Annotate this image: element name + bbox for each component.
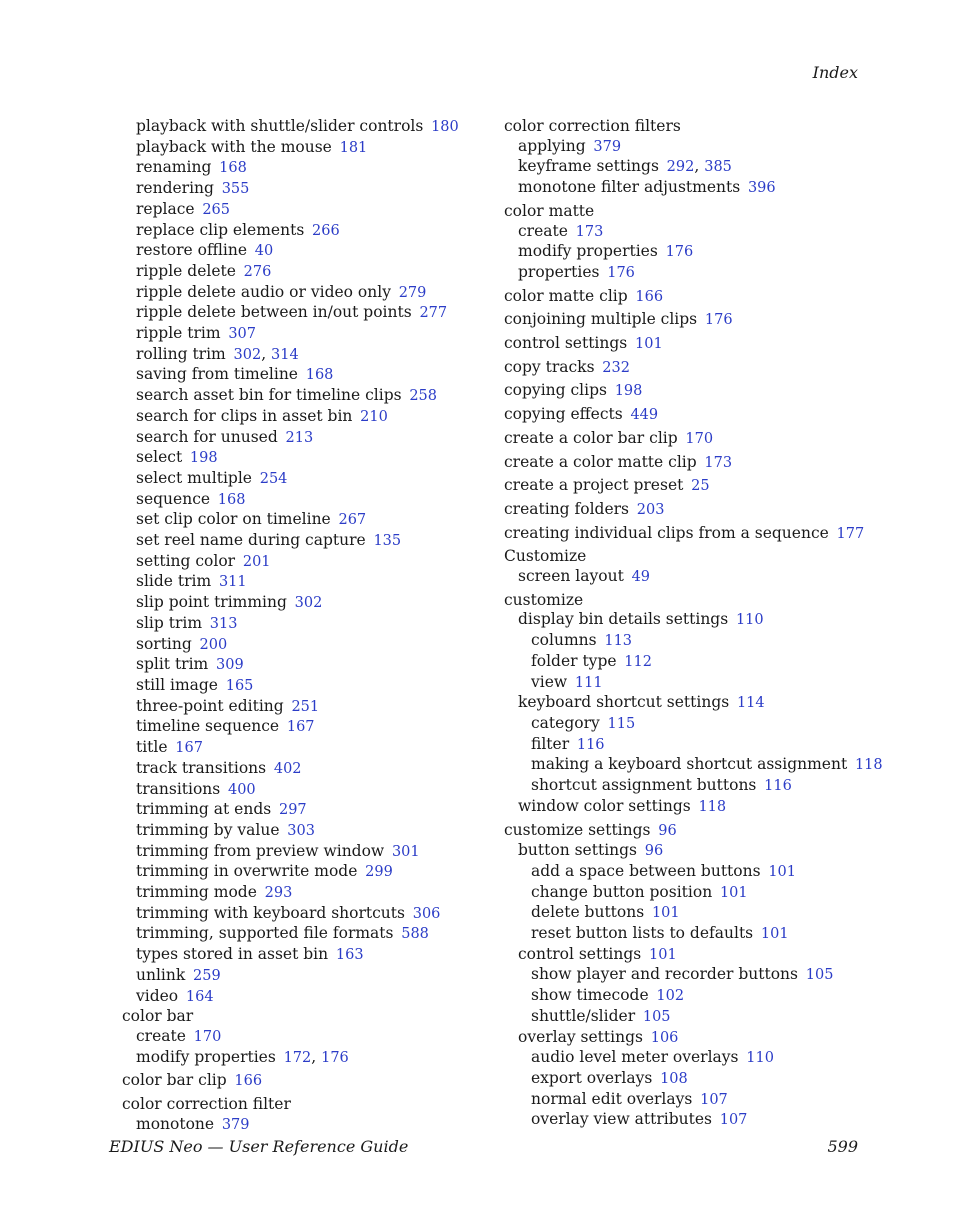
page-ref-link[interactable]: 168 [305, 367, 334, 384]
page-ref-link[interactable]: 101 [760, 926, 789, 943]
index-term: monotone [136, 1114, 215, 1133]
index-entry [122, 759, 482, 780]
index-entry [122, 386, 482, 407]
index-entry [504, 567, 874, 588]
index-term: Customize [504, 547, 587, 566]
index-term: trimming at ends [136, 800, 272, 819]
page-ref-link[interactable]: 355 [221, 181, 250, 198]
index-entry [122, 655, 482, 676]
page-ref-link[interactable]: 400 [227, 781, 256, 798]
page-ref-link[interactable]: 176 [607, 264, 635, 281]
index-entry [122, 262, 482, 283]
index-term: keyboard shortcut settings [518, 693, 730, 712]
index-entry [122, 428, 482, 449]
page-ref-link[interactable]: 166 [234, 1073, 263, 1090]
index-entry [122, 365, 482, 386]
index-entry [504, 841, 874, 862]
index-term: replace [136, 199, 195, 218]
index-term: reset button lists to defaults [531, 924, 754, 943]
index-term: ripple delete audio or video only [136, 282, 391, 301]
index-term: three-point editing [136, 696, 284, 715]
page-ref-link[interactable]: 25 [691, 478, 710, 495]
index-entry [122, 966, 482, 987]
index-entry [504, 358, 874, 379]
page-ref-link[interactable]: 293 [264, 885, 293, 902]
page-ref-link[interactable]: 105 [805, 967, 834, 984]
index-term: display bin details settings [518, 610, 729, 629]
index-term: rendering [136, 179, 214, 198]
index-term: transitions [136, 779, 221, 798]
index-term: ripple delete [136, 261, 236, 280]
page-ref-link[interactable]: 588 [401, 926, 429, 943]
index-term: copying clips [504, 381, 607, 400]
page-ref-link[interactable]: 108 [660, 1070, 688, 1087]
index-entry [504, 524, 874, 545]
index-entry [504, 1090, 874, 1111]
index-term: saving from timeline [136, 365, 298, 384]
index-column-right [504, 117, 883, 1131]
index-entry [122, 1095, 482, 1115]
index-term: overlay settings [518, 1027, 643, 1046]
index-entry [504, 610, 874, 631]
index-column-left [122, 117, 482, 1135]
page-ref-link[interactable]: 302 [294, 595, 323, 612]
index-term: creating folders [504, 499, 630, 518]
index-entry [504, 547, 874, 567]
page-ref-link[interactable]: 166 [635, 288, 664, 305]
index-term: delete buttons [531, 903, 645, 922]
index-entry [504, 1110, 874, 1131]
index-term: set reel name during capture [136, 531, 366, 550]
index-term: slide trim [136, 572, 212, 591]
index-entry [122, 883, 482, 904]
index-entry [122, 593, 482, 614]
index-entry [122, 924, 482, 945]
index-entry [122, 842, 482, 863]
page-ref-link[interactable]: 110 [735, 612, 764, 629]
index-term: color correction filters [504, 117, 681, 135]
index-term: button settings [518, 841, 638, 860]
index-entry [504, 263, 874, 284]
index-term: modify properties [136, 1047, 276, 1066]
index-entry [504, 693, 874, 714]
page-ref-link[interactable]: 164 [185, 988, 214, 1005]
index-term: replace clip elements [136, 220, 305, 239]
page-ref-link[interactable]: 118 [854, 757, 883, 774]
index-entry [504, 821, 874, 842]
index-term: trimming with keyboard shortcuts [136, 903, 405, 922]
page-ref-link[interactable]: 177 [836, 525, 865, 542]
index-entry [122, 407, 482, 428]
index-entry [122, 510, 482, 531]
index-entry [122, 780, 482, 801]
page-ref-link[interactable]: 167 [286, 719, 315, 736]
page-ref-link[interactable]: 107 [700, 1091, 728, 1108]
index-entry [504, 1028, 874, 1049]
index-entry [504, 476, 874, 497]
index-term: trimming from preview window [136, 841, 385, 860]
page-ref-link[interactable]: 402 [273, 760, 302, 777]
index-entry [122, 303, 482, 324]
page-ref-link[interactable]: 385 [704, 159, 732, 176]
page-ref-link[interactable]: 101 [635, 336, 663, 353]
page-ref-link[interactable]: 180 [431, 119, 459, 135]
index-term: trimming in overwrite mode [136, 862, 358, 881]
index-entry [122, 614, 482, 635]
page-ref-link[interactable]: 313 [209, 615, 238, 632]
index-entry [504, 453, 874, 474]
index-entry [122, 324, 482, 345]
index-entry [122, 552, 482, 573]
page-ref-link[interactable]: 198 [189, 450, 218, 467]
page-ref-link[interactable]: 198 [614, 383, 643, 400]
page-ref-link[interactable]: 102 [656, 988, 685, 1005]
index-entry [122, 1007, 482, 1027]
index-term: audio level meter overlays [531, 1048, 739, 1067]
index-entry [504, 310, 874, 331]
index-term: show timecode [531, 986, 649, 1005]
index-term: window color settings [518, 796, 691, 815]
index-term: slip trim [136, 613, 203, 632]
index-entry [122, 200, 482, 221]
page-ref-link[interactable]: 213 [285, 429, 314, 446]
index-entry [122, 448, 482, 469]
page-ref-link[interactable]: 167 [175, 740, 203, 757]
index-term: keyframe settings [518, 157, 659, 176]
page-ref-link[interactable]: 168 [217, 491, 246, 508]
index-entry [122, 697, 482, 718]
index-term: customize settings [504, 820, 651, 839]
index-entry [504, 405, 874, 426]
page-ref-link[interactable]: 210 [360, 408, 388, 425]
page-ref-link[interactable]: 254 [259, 470, 288, 487]
index-term: create a project preset [504, 476, 684, 495]
page-ref-link[interactable]: 265 [202, 201, 230, 218]
page-ref-link[interactable]: 314 [271, 346, 299, 363]
index-term: view [531, 672, 568, 691]
index-entry [122, 904, 482, 925]
index-term: copy tracks [504, 357, 595, 376]
index-term: overlay view attributes [531, 1110, 712, 1129]
index-term: split trim [136, 655, 209, 674]
page-ref-link[interactable]: 379 [221, 1116, 250, 1133]
page-ref-link[interactable]: 277 [419, 305, 448, 322]
page-ref-link[interactable]: 112 [624, 653, 652, 670]
index-entry [122, 531, 482, 552]
index-term: playback with shuttle/slider controls [136, 117, 424, 135]
index-entry [504, 242, 874, 263]
page-ref-link[interactable]: 111 [574, 674, 603, 691]
index-entry [504, 381, 874, 402]
index-entry [122, 738, 482, 759]
running-header: Index [812, 63, 858, 82]
page-ref-link[interactable]: 309 [216, 657, 244, 674]
index-term: rolling trim [136, 344, 226, 363]
index-term: shuttle/slider [531, 1006, 636, 1025]
index-term: trimming, supported file formats [136, 924, 394, 943]
index-entry [122, 117, 482, 138]
index-entry [504, 591, 874, 611]
index-term: types stored in asset bin [136, 945, 329, 964]
page-ref-link[interactable]: 101 [719, 884, 748, 901]
index-term: creating individual clips from a sequence [504, 523, 829, 542]
index-term: customize [504, 590, 584, 609]
index-entry [504, 862, 874, 883]
page-ref-link[interactable]: 105 [642, 1008, 671, 1025]
index-term: sequence [136, 489, 211, 508]
index-entry [122, 635, 482, 656]
page-ref-link[interactable]: 299 [365, 864, 393, 881]
index-term: ripple delete between in/out points [136, 303, 412, 322]
index-entry [504, 222, 874, 243]
index-term: normal edit overlays [531, 1089, 693, 1108]
page-ref-link[interactable]: 267 [338, 512, 367, 529]
page-ref-link[interactable]: 118 [698, 798, 727, 815]
page-ref-link[interactable]: 107 [719, 1112, 748, 1129]
index-entry [504, 903, 874, 924]
index-term: add a space between buttons [531, 861, 761, 880]
index-term: properties [518, 262, 600, 281]
index-entry [122, 1027, 482, 1048]
index-entry: rolling trim 302, 314 [136, 344, 299, 363]
page-ref-link[interactable]: 379 [593, 138, 622, 155]
index-entry [504, 965, 874, 986]
index-entry [504, 755, 883, 776]
page-ref-link[interactable]: 96 [658, 822, 677, 839]
page-ref-link[interactable]: 201 [242, 553, 271, 570]
index-term: create [518, 221, 568, 240]
index-term: color matte [504, 201, 595, 220]
page-ref-link[interactable]: 200 [199, 636, 228, 653]
index-term: making a keyboard shortcut assignment [531, 755, 848, 774]
page-ref-link[interactable]: 297 [278, 802, 307, 819]
page-ref-link[interactable]: 176 [665, 244, 694, 261]
index-term: control settings [504, 334, 628, 353]
index-entry [122, 138, 482, 159]
index-term: color bar clip [122, 1071, 227, 1090]
page-ref-link[interactable]: 101 [649, 946, 677, 963]
index-term: shortcut assignment buttons [531, 776, 757, 795]
index-entry [504, 287, 874, 308]
index-entry [122, 241, 482, 262]
index-entry [122, 717, 482, 738]
index-entry [504, 776, 874, 797]
index-term: create a color bar clip [504, 428, 678, 447]
index-entry [504, 202, 874, 222]
index-entry [504, 714, 874, 735]
index-term: conjoining multiple clips [504, 310, 698, 329]
index-term: create [136, 1026, 186, 1045]
page-ref-link[interactable]: 173 [704, 454, 733, 471]
index-entry [504, 429, 874, 450]
page-ref-link[interactable]: 116 [764, 778, 792, 795]
index-term: set clip color on timeline [136, 510, 331, 529]
index-entry: modify properties 172, 176 [136, 1047, 349, 1066]
page-ref-link[interactable]: 106 [650, 1029, 679, 1046]
footer-title: EDIUS Neo — User Reference Guide [109, 1137, 409, 1156]
page-ref-link[interactable]: 303 [287, 822, 315, 839]
index-entry [504, 178, 874, 199]
index-entry [504, 631, 874, 652]
index-term: unlink [136, 965, 186, 984]
index-entry: keyframe settings 292, 385 [518, 157, 732, 176]
page-ref-link[interactable]: 110 [746, 1050, 774, 1067]
page-ref-link[interactable]: 258 [409, 388, 438, 405]
page-ref-link[interactable]: 279 [398, 284, 427, 301]
index-term: restore offline [136, 241, 248, 260]
index-term: select multiple [136, 468, 252, 487]
index-term: slip point trimming [136, 593, 287, 612]
index-entry [504, 945, 874, 966]
page-ref-link[interactable]: 168 [219, 160, 247, 177]
index-term: trimming mode [136, 883, 257, 902]
index-term: export overlays [531, 1068, 653, 1087]
page-number: 599 [827, 1137, 858, 1156]
index-entry [504, 1069, 874, 1090]
page-ref-link[interactable]: 49 [631, 569, 651, 586]
page-ref-link[interactable]: 302 [233, 346, 262, 363]
index-term: create a color matte clip [504, 452, 697, 471]
page-ref-link[interactable]: 181 [339, 139, 368, 156]
index-entry [504, 883, 874, 904]
index-term: screen layout [518, 567, 624, 586]
index-entry [504, 986, 874, 1007]
index-entry [504, 673, 874, 694]
index-term: sorting [136, 634, 192, 653]
page-ref-link[interactable]: 135 [373, 533, 402, 550]
index-term: playback with the mouse [136, 137, 332, 156]
page-ref-link[interactable]: 172 [283, 1049, 312, 1066]
index-entry [504, 117, 874, 137]
index-entry [122, 469, 482, 490]
index-term: modify properties [518, 242, 658, 261]
page-ref-link[interactable]: 307 [228, 326, 256, 343]
index-term: columns [531, 631, 597, 650]
page-ref-link[interactable]: 163 [335, 947, 364, 964]
index-entry [122, 945, 482, 966]
index-entry [122, 862, 482, 883]
page-ref-link[interactable]: 170 [193, 1028, 222, 1045]
index-term: track transitions [136, 758, 267, 777]
page-ref-link[interactable]: 113 [604, 633, 633, 650]
page-ref-link[interactable]: 176 [321, 1049, 349, 1066]
page-ref-link[interactable]: 251 [291, 698, 320, 715]
page-ref-link[interactable]: 40 [254, 243, 274, 260]
page-ref-link[interactable]: 276 [243, 263, 272, 280]
index-entry [122, 676, 482, 697]
index-term: category [531, 713, 600, 732]
index-entry [504, 797, 874, 818]
page-ref-link[interactable]: 101 [651, 905, 680, 922]
index-term: color correction filter [122, 1095, 291, 1114]
page-ref-link[interactable]: 115 [607, 715, 636, 732]
page-ref-link[interactable]: 114 [736, 695, 765, 712]
index-term: renaming [136, 158, 212, 177]
index-entry [122, 1115, 482, 1136]
page-ref-link[interactable]: 101 [768, 863, 796, 880]
index-entry [504, 1007, 874, 1028]
index-entry [122, 158, 482, 179]
page-ref-link[interactable]: 449 [630, 407, 659, 424]
page-ref-link[interactable]: 176 [704, 312, 733, 329]
index-term: trimming by value [136, 820, 280, 839]
index-entry [122, 821, 482, 842]
index-entry [122, 1071, 482, 1092]
page-ref-link[interactable]: 116 [576, 736, 605, 753]
index-term: search asset bin for timeline clips [136, 386, 402, 405]
index-term: color bar [122, 1007, 194, 1026]
index-term: color matte clip [504, 286, 628, 305]
index-term: copying effects [504, 405, 623, 424]
page-ref-link[interactable]: 301 [391, 843, 420, 860]
index-term: ripple trim [136, 324, 221, 343]
index-entry [504, 924, 874, 945]
index-entry [504, 735, 874, 756]
page-ref-link[interactable]: 259 [193, 967, 221, 984]
index-term: show player and recorder buttons [531, 965, 798, 984]
index-term: timeline sequence [136, 717, 280, 736]
page-ref-link[interactable]: 165 [225, 677, 254, 694]
index-term: control settings [518, 944, 642, 963]
page-ref-link[interactable]: 96 [644, 843, 664, 860]
page-ref-link[interactable]: 306 [412, 905, 441, 922]
page-ref-link[interactable]: 292 [666, 159, 695, 176]
page-ref-link[interactable]: 266 [312, 222, 340, 239]
index-term: filter [531, 734, 570, 753]
page-ref-link[interactable]: 170 [685, 430, 714, 447]
index-entry [122, 283, 482, 304]
index-term: setting color [136, 551, 236, 570]
page-ref-link[interactable]: 396 [747, 180, 776, 197]
page-ref-link[interactable]: 173 [575, 223, 604, 240]
index-entry [122, 987, 482, 1008]
index-term: applying [518, 136, 586, 155]
index-entry [504, 1048, 874, 1069]
index-entry [504, 137, 874, 158]
index-entry [504, 500, 874, 521]
page-ref-link[interactable]: 311 [218, 574, 247, 591]
index-term: search for clips in asset bin [136, 406, 353, 425]
index-term: monotone filter adjustments [518, 178, 741, 197]
index-term: video [136, 986, 179, 1005]
index-entry [122, 179, 482, 200]
index-term: search for unused [136, 427, 278, 446]
index-entry [122, 572, 482, 593]
index-term: select [136, 448, 183, 467]
index-entry [504, 334, 874, 355]
index-term: title [136, 738, 168, 757]
index-entry [122, 800, 482, 821]
index-entry [122, 490, 482, 511]
index-entry [504, 652, 874, 673]
index-term: change button position [531, 882, 713, 901]
index-term: folder type [531, 651, 617, 670]
index-term: still image [136, 675, 218, 694]
page-ref-link[interactable]: 232 [602, 359, 630, 376]
index-entry [122, 221, 482, 242]
page-ref-link[interactable]: 203 [636, 501, 665, 518]
